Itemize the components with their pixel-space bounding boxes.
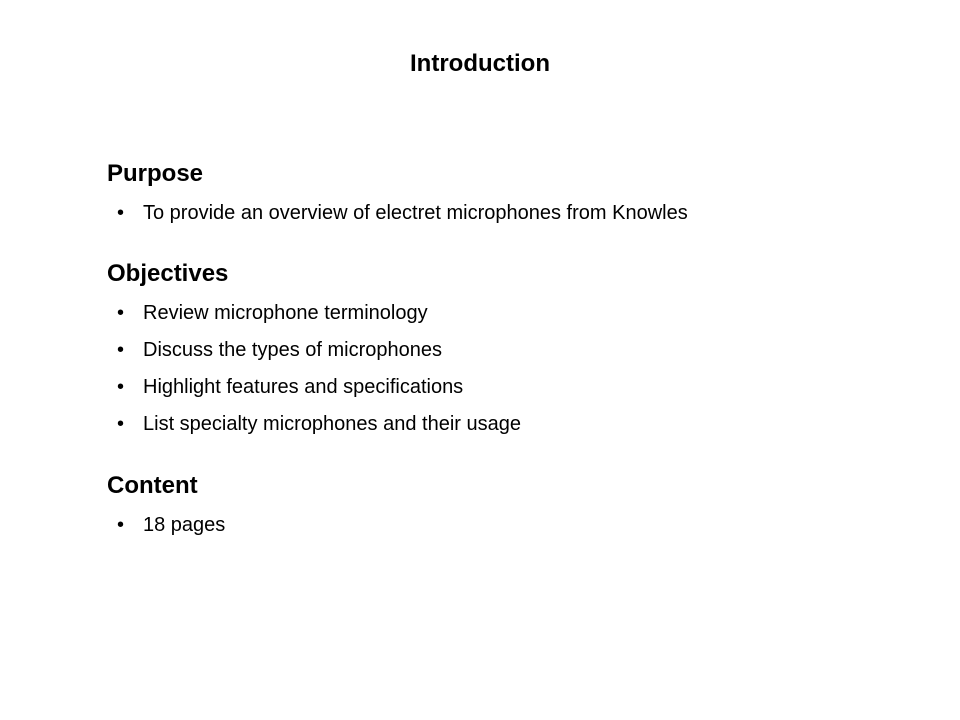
slide-title: Introduction [410,50,550,77]
section-heading-purpose: Purpose [107,160,204,187]
bullet-icon: • [117,302,125,324]
bullet-icon: • [117,202,125,224]
bullet-icon: • [117,413,125,435]
objectives-bullet-item [117,337,442,363]
objectives-bullet-item [117,300,428,326]
bullet-text: 18 pages [143,514,226,536]
section-heading-content: Content [107,472,198,499]
bullet-icon: • [117,376,125,398]
bullet-icon: • [117,514,125,536]
bullet-text: List specialty microphones and their usage [143,413,521,435]
bullet-text: Discuss the types of microphones [143,339,443,361]
content-bullet-item [117,512,225,538]
bullet-text: To provide an overview of electret microphones from Knowles [143,202,688,224]
bullet-text: Highlight features and specifications [143,376,464,398]
objectives-bullet-item [117,374,463,400]
objectives-bullet-item [117,411,521,437]
purpose-bullet-item [117,200,688,226]
bullet-text: Review microphone terminology [143,302,428,324]
bullet-icon: • [117,339,125,361]
section-heading-objectives: Objectives [107,260,229,287]
